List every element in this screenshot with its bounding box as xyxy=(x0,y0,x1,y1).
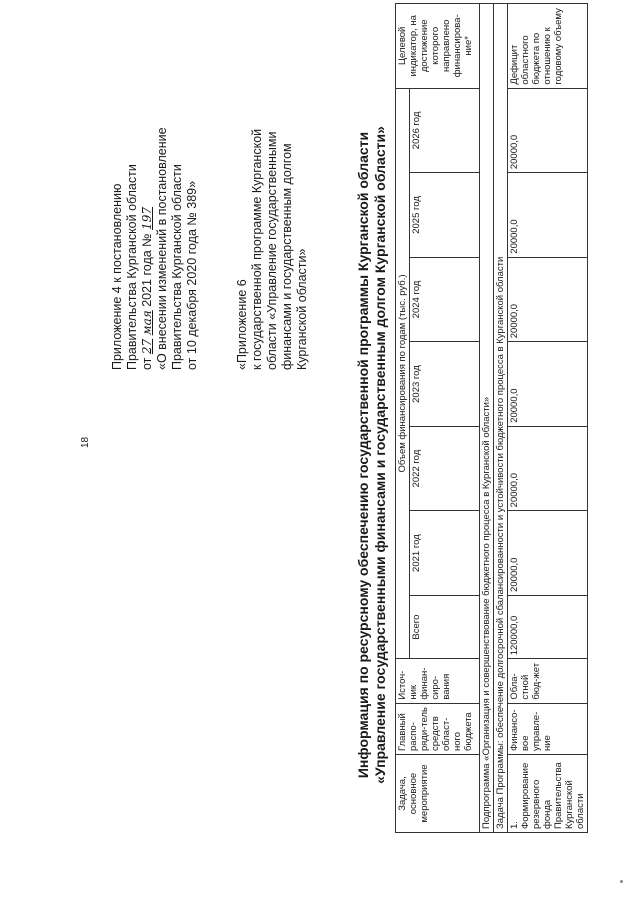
row-source: Обла-стной бюд-жет xyxy=(508,659,588,703)
row-number: 1. xyxy=(509,821,520,829)
decree-date-line xyxy=(140,70,155,370)
header-year: 2024 год xyxy=(410,257,480,342)
row-year-value: 20000,0 xyxy=(508,426,588,511)
header-year: 2022 год xyxy=(410,426,480,511)
header-source: Источ-ник финан-сиро-вания xyxy=(396,659,480,703)
header-year: 2025 год xyxy=(410,173,480,258)
handwritten-day: 27 xyxy=(140,338,154,355)
decree-line: Правительства Курганской области xyxy=(170,164,184,370)
header-year: 2021 год xyxy=(410,511,480,596)
row-year-value: 20000,0 xyxy=(508,342,588,427)
date-prefix: от xyxy=(140,357,154,370)
annex-block xyxy=(235,70,310,370)
row-year-value: 20000,0 xyxy=(508,257,588,342)
handwritten-number: 197 xyxy=(140,207,154,230)
annex-line: «Приложение 6 xyxy=(235,279,249,370)
document-title xyxy=(355,65,389,845)
row-indicator: Дефицит областного бюджета по отношению к годовому объему xyxy=(508,4,588,89)
decree-block xyxy=(110,70,200,370)
program-task-row: Задача Программы: обеспечение долгосрочной сбалансированности и устойчивости бюджетного процесса в Курганской области xyxy=(494,4,508,833)
title-line: Информация по ресурсному обеспечению государственной программы Курганской области xyxy=(355,131,371,779)
annex-line: к государственной программе Курганской xyxy=(250,128,264,370)
decree-line: «О внесении изменений в постановление xyxy=(155,127,169,370)
handwritten-month: мая xyxy=(140,310,154,336)
page-number: 18 xyxy=(80,436,91,448)
table-row xyxy=(508,4,588,833)
row-year-value: 20000,0 xyxy=(508,511,588,596)
header-indicator: Целевой индикатор, на достижение которого направлено финансирова-ние* xyxy=(396,4,480,89)
header-total: Всего xyxy=(410,595,480,658)
header-year: 2023 год xyxy=(410,342,480,427)
header-manager: Главный распо-ряди-тель средств област-ного бюджета xyxy=(396,703,480,754)
header-task: Задача, основное мероприятие xyxy=(396,755,480,833)
title-line: «Управление государственными финансами и государственным долгом Курганской области» xyxy=(372,126,388,784)
row-manager: Финансо-вое управле-ние xyxy=(508,703,588,754)
decree-line: Правительства Курганской области xyxy=(125,164,139,370)
annex-line: Курганской области» xyxy=(295,248,309,370)
row-task-cell xyxy=(508,755,588,833)
decree-line: Приложение 4 к постановлению xyxy=(110,183,124,370)
annex-line: области «Управление государственными xyxy=(265,131,279,370)
row-year-value: 20000,0 xyxy=(508,173,588,258)
annex-line: финансами и государственным долгом xyxy=(280,143,294,370)
subprogram-row: Подпрограмма «Организация и совершенствование бюджетного процесса в Курганской области» xyxy=(480,4,494,833)
resource-table xyxy=(395,3,588,833)
row-year-value: 20000,0 xyxy=(508,88,588,173)
row-total: 120000,0 xyxy=(508,595,588,658)
header-volume: Объем финансирования по годам (тыс. руб.) xyxy=(396,88,410,659)
row-task: Формирование резервного фонда Правительства Курганской области xyxy=(520,762,586,829)
decree-line: от 10 декабря 2020 года № 389» xyxy=(185,180,199,370)
date-year: 2021 года № xyxy=(140,233,154,307)
scan-speck xyxy=(620,880,623,883)
header-year: 2026 год xyxy=(410,88,480,173)
